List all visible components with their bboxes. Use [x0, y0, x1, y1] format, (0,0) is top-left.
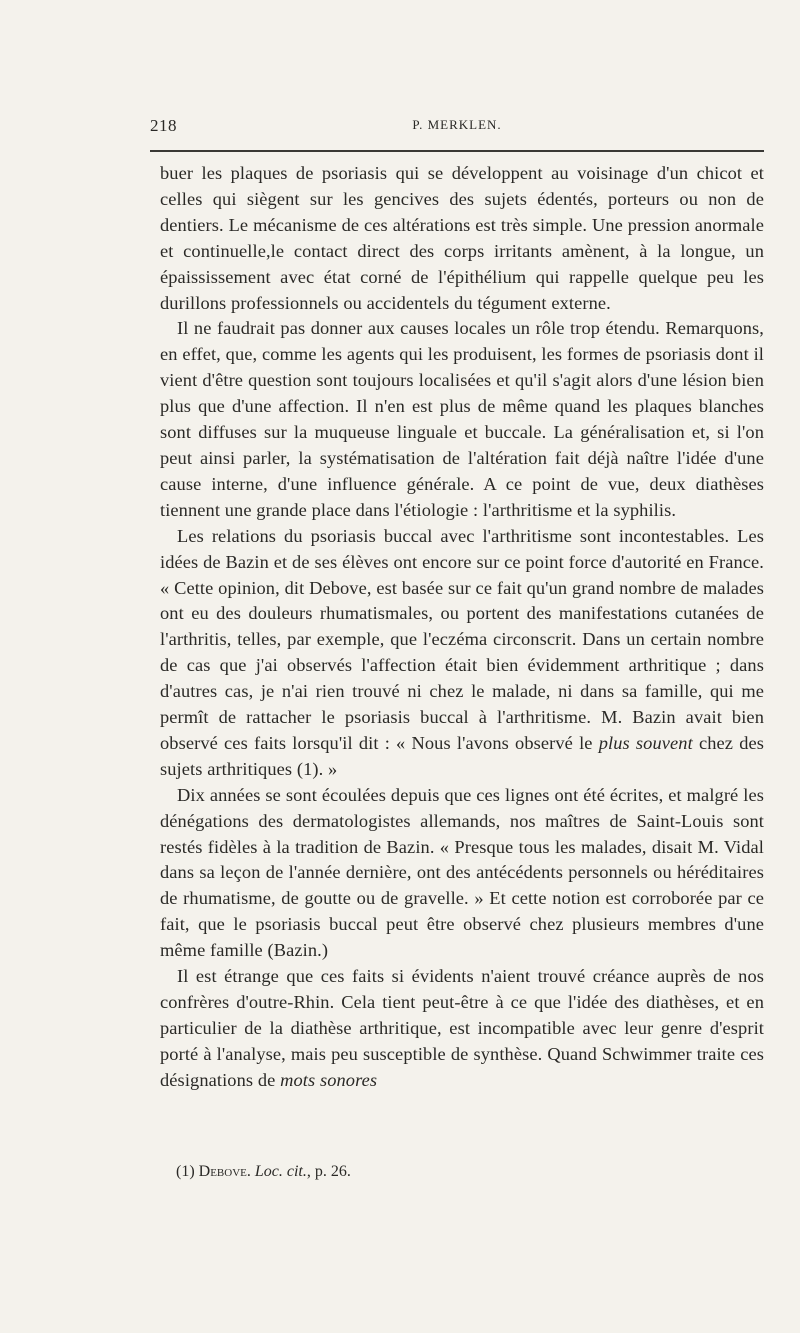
footnote-source: Loc. cit. — [254, 1163, 307, 1180]
paragraph — [160, 783, 764, 964]
paragraph-text: chez des sujets arthritiques (1). » — [160, 732, 765, 779]
footnote-punct: . — [246, 1163, 255, 1180]
paragraph — [160, 316, 764, 523]
footnote-author: Debove — [198, 1163, 247, 1180]
footnote — [176, 1162, 351, 1182]
running-title: P. MERKLEN. — [412, 117, 502, 132]
page-number: 218 — [150, 116, 177, 135]
paragraph — [160, 524, 764, 783]
paragraph-text: Les relations du psoriasis buccal avec l'arthritisme sont incontestables. Les idées de Bazin et de ses élèves ont encore sur ce point force d'autorité en France. « Cette opinion, dit Debove, est basée sur ce fait qu'un grand nombre de malades ont eu des douleurs rhumatismales, ou portent des manifestations cutanées de l'arthritis, telles, par exemple, que l'eczéma circonscrit. Dans un certain nombre de cas que j'ai observés l'affection était bien évidemment arthritique ; dans d'autres cas, je n'ai rien trouvé ni chez le malade, ni dans sa famille, qui me permît de rattacher le psoriasis buccal à l'arthritisme. M. Bazin avait bien observé ces faits lorsqu'il dit : « Nous l'avons observé le — [160, 525, 764, 753]
header-rule — [150, 150, 764, 152]
paragraph-text: Il ne faudrait pas donner aux causes locales un rôle trop étendu. Remarquons, en effet, que, comme les agents qui les produisent, les formes de psoriasis dont il vient d'être question sont toujours localisées et qu'il s'agit alors d'une lésion bien plus que d'une affection. Il n'en est plus de même quand les plaques blanches sont diffuses sur la muqueuse linguale et buccale. La généralisation et, si l'on peut ainsi parler, la systématisation de l'altération fait déjà naître l'idée d'une cause interne, d'une influence générale. A ce point de vue, deux diathèses tiennent une grande place dans l'étiologie : l'arthritisme et la syphilis. — [160, 318, 764, 520]
paragraph-text: buer les plaques de psoriasis qui se développent au voisinage d'un chicot et celles qui siègent sur les gencives des sujets édentés, porteurs ou non de dentiers. Le mécanisme de ces altérations est très simple. Une pression anormale et continuelle,le contact direct des corps irritants amènent, à la longue, un épaississement avec état corné de l'épithélium qui rappelle quelque peu les durillons professionnels ou accidentels du tégument externe. — [160, 163, 764, 313]
page-header — [150, 116, 764, 138]
paragraph — [160, 161, 764, 316]
emphasis-text: mots sonores — [280, 1069, 378, 1090]
paragraph-text: Dix années se sont écoulées depuis que ces lignes ont été écrites, et malgré les dénégations des dermatologistes allemands, nos maîtres de Saint-Louis sont restés fidèles à la tradition de Bazin. « Presque tous les malades, disait M. Vidal dans sa leçon de l'année dernière, ont des antécédents personnels ou héréditaires de rhumatisme, de goutte ou de gravelle. » Et cette notion est corroborée par ce fait, que le psoriasis buccal peut être observé chez plusieurs membres d'une même famille (Bazin.) — [160, 784, 764, 961]
paragraph-text: Il est étrange que ces faits si évidents n'aient trouvé créance auprès de nos confrères d'outre-Rhin. Cela tient peut-être à ce que l'idée des diathèses, et en particulier de la diathèse arthritique, est incompatible avec leur genre d'esprit porté à l'analyse, mais peu susceptible de synthèse. Quand Schwimmer traite ces désignations de — [160, 966, 764, 1090]
emphasis-text: plus souvent — [598, 732, 693, 753]
paragraph — [160, 964, 764, 1094]
footnote-page: , p. 26. — [306, 1163, 351, 1180]
body-text — [160, 161, 764, 1094]
footnote-marker: (1) — [176, 1163, 199, 1180]
